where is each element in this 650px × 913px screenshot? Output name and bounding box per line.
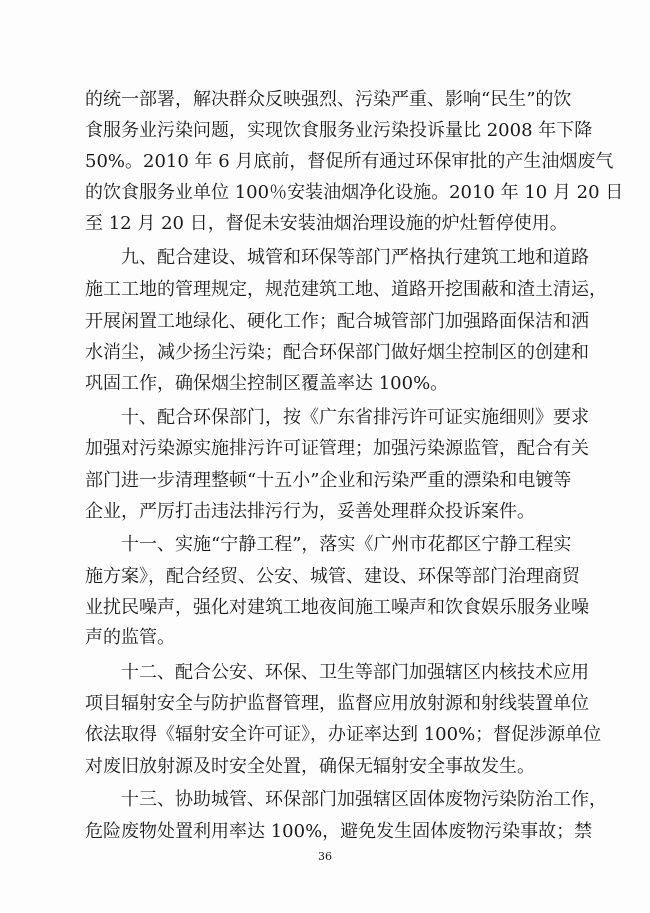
text-line: 施方案》，配合经贸、公安、城管、建设、环保等部门治理商贸 <box>85 566 580 587</box>
text-line: 十一、实施“宁静工程”，落实《广州市花都区宁静工程实 <box>121 534 572 555</box>
text-line: 50%。2010 年 6 月底前，督促所有通过环保审批的产生油烟废气 <box>85 151 614 172</box>
text-line: 加强对污染源实施排污许可证管理；加强污染源监管，配合有关 <box>85 438 589 459</box>
text-line: 对废旧放射源及时安全处置，确保无辐射安全事故发生。 <box>85 756 535 777</box>
text-line: 十三、协助城管、环保部门加强辖区固体废物污染防治工作， <box>121 789 607 810</box>
text-line: 施工工地的管理规定，规范建筑工地、道路开挖围蔽和渣土清运， <box>85 279 607 300</box>
text-line: 企业，严厉打击违法排污行为，妥善处理群众投诉案件。 <box>85 501 535 522</box>
text-line: 巩固工作，确保烟尘控制区覆盖率达 100%。 <box>85 373 449 394</box>
text-line: 水消尘，减少扬尘污染；配合环保部门做好烟尘控制区的创建和 <box>85 342 589 363</box>
text-line: 食服务业污染问题，实现饮食服务业污染投诉量比 2008 年下降 <box>85 120 593 141</box>
text-line: 危险废物处置利用率达 100%，避免发生固体废物污染事故；禁 <box>85 821 593 842</box>
text-line: 部门进一步清理整顿“十五小”企业和污染严重的漂染和电镀等 <box>85 470 572 491</box>
text-line: 项目辐射安全与防护监督管理，监督应用放射源和射线装置单位 <box>85 693 589 714</box>
text-line: 开展闲置工地绿化、硬化工作；配合城管部门加强路面保洁和洒 <box>85 311 589 332</box>
text-line: 的饮食服务业单位 100％安装油烟净化设施。2010 年 10 月 20 日 <box>85 182 624 203</box>
text-line: 的统一部署，解决群众反映强烈、污染严重、影响“民生”的饮 <box>85 89 572 110</box>
page-number: 36 <box>318 850 332 863</box>
text-line: 九、配合建设、城管和环保等部门严格执行建筑工地和道路 <box>121 247 589 268</box>
text-line: 十二、配合公安、环保、卫生等部门加强辖区内核技术应用 <box>121 662 589 683</box>
text-line: 十、配合环保部门，按《广东省排污许可证实施细则》要求 <box>121 407 589 428</box>
text-line: 业扰民噪声，强化对建筑工地夜间施工噪声和饮食娱乐服务业噪 <box>85 597 589 618</box>
text-line: 至 12 月 20 日，督促未安装油烟治理设施的炉灶暂停使用。 <box>85 213 568 234</box>
text-line: 声的监管。 <box>85 627 175 648</box>
text-line: 依法取得《辐射安全许可证》，办证率达到 100%；督促涉源单位 <box>85 724 602 745</box>
